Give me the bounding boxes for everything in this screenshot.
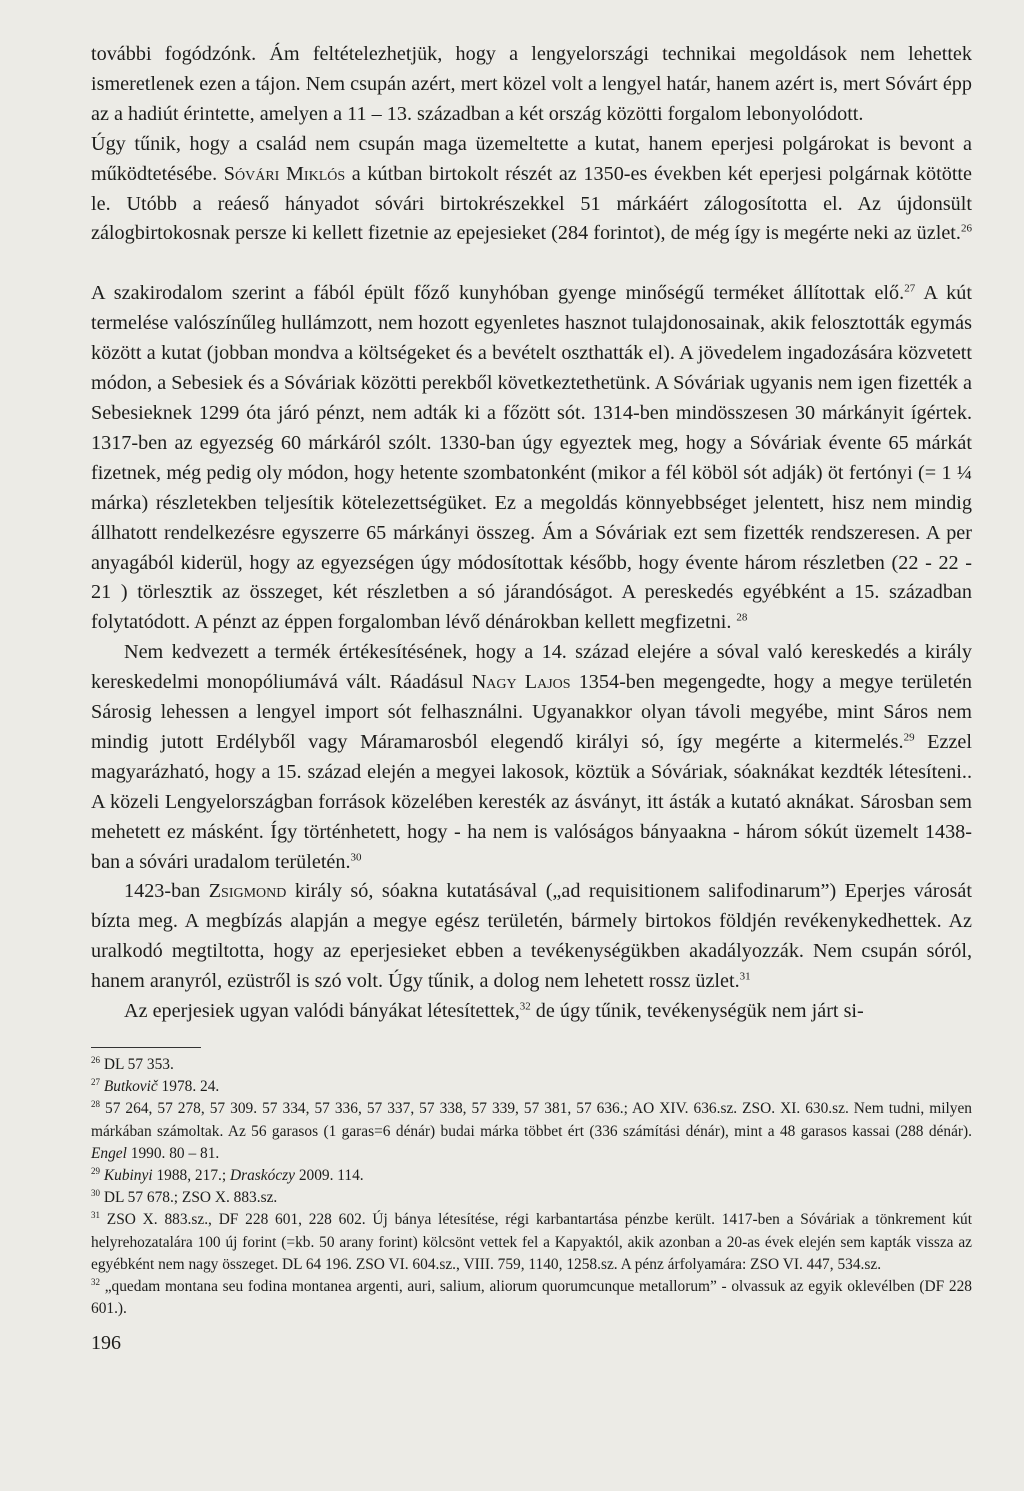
footnote-fn28 — [91, 1098, 972, 1165]
footnote-separator — [91, 1047, 201, 1048]
paragraph-p1 — [91, 40, 972, 130]
paragraph-p6 — [91, 997, 972, 1027]
footnote-ref: 27 — [91, 1077, 100, 1088]
text-run: 1354-ben megengedte, hogy a megye területén Sárosig lehessen a lengyel import sót felhasználni. Ugyanakkor olyan távoli megyébe, mint Sáros nem mindig jutott Erdélyből vagy Máramarosból elegendő királyi só, így megérte a kitermelés. — [91, 671, 972, 753]
text-run: 1423-ban — [124, 880, 209, 903]
footnote-fn27 — [91, 1076, 972, 1098]
footnote-ref: 28 — [736, 611, 748, 624]
paragraph-p2 — [91, 130, 972, 250]
text-run: Nem kedvezett a termék értékesítésének, hogy a 14. század elejére a sóval való kereskedés a király kereskedelmi monopóliumává vált. Ráadásul — [91, 641, 972, 694]
footnote-ref: 30 — [350, 850, 362, 863]
footnote-ref: 29 — [903, 731, 915, 744]
small-caps-name: Nagy Lajos — [471, 671, 571, 694]
text-run: király só, sóakna kutatásával („ad requisitionem salifodinarum”) Eperjes városát bízta meg. A megbízás alapján a megye egész területén, bármely birtokos földjén revékenykedhettek. Az uralkodó megtiltotta, hogy az eperjesieket ebben a tevékenységükben akadályozzák. Nem csupán sóról, hanem aranyról, ezüstről is szó volt. Úgy tűnik, a dolog nem lehetett rossz üzlet. — [91, 880, 972, 993]
footnote-ref: 30 — [91, 1188, 100, 1199]
paragraph-p4 — [91, 638, 972, 877]
text-run: ZSO X. 883.sz., DF 228 601, 228 602. Új bánya létesítése, régi karbantartása pénzbe került. 1417-ben a Sóváriak a tönkrement kút helyrehozatalára 100 új forint (=kb. 50 arany forint) kölcsönt vettek fel a Kapyaktól, akik azonban a 20-as évek elején sem kapták vissza az egyébként nem nagy összeget. DL 64 196. ZSO VI. 604.sz., VIII. 759, 1140, 1258.sz. A pénz árfolyamára: ZSO VI. 447, 534.sz. — [91, 1211, 972, 1273]
text-run: „quedam montana seu fodina montanea argenti, auri, salium, aliorum quorumcunque metallorum” - olvassuk az egyik oklevélben (DF 228 601.). — [91, 1278, 972, 1318]
footnote-fn26 — [91, 1054, 972, 1076]
footnote-ref: 28 — [91, 1099, 100, 1110]
text-run: 57 264, 57 278, 57 309. 57 334, 57 336, 57 337, 57 338, 57 339, 57 381, 57 636.; AO XIV. 636.sz. ZSO. XI. 630.sz. Nem tudni, milyen márkában számoltak. Az 56 garasos (1 garas=6 dénár) budai márka többet ért (336 számítási dénár), mint a 48 garasos kassai (288 dénár). — [91, 1100, 972, 1140]
footnote-fn29 — [91, 1165, 972, 1187]
footnote-ref: 32 — [91, 1276, 100, 1287]
italic-author: Kubinyi — [103, 1167, 153, 1185]
text-run: DL 57 678.; ZSO X. 883.sz. — [100, 1189, 278, 1207]
paragraph-p3 — [91, 279, 972, 638]
body-text — [91, 40, 972, 1027]
text-run: 1990. 80 – 81. — [126, 1144, 220, 1162]
text-run: A szakirodalom szerint a fából épült főző kunyhóban gyenge minőségű terméket állítottak elő. — [91, 282, 905, 305]
footnote-ref: 31 — [91, 1210, 100, 1221]
italic-author: Engel — [91, 1144, 127, 1162]
text-run: Az eperjesiek ugyan valódi bányákat létesítettek, — [124, 1000, 520, 1023]
footnote-ref: 29 — [91, 1165, 100, 1176]
text-run: 2009. 114. — [294, 1167, 364, 1185]
page-number: 196 — [91, 1332, 121, 1355]
paragraph-p5 — [91, 877, 972, 997]
footnote-fn31 — [91, 1209, 972, 1276]
italic-author: Draskóczy — [230, 1167, 295, 1185]
footnote-fn32 — [91, 1276, 972, 1320]
text-run: DL 57 353. — [100, 1056, 174, 1073]
small-caps-name: Zsigmond — [208, 880, 287, 903]
footnotes — [91, 1054, 972, 1320]
text-run: Ezzel magyarázható, hogy a 15. század elején a megyei lakosok, köztük a Sóváriak, sóaknákat kezdték létesíteni.. A közeli Lengyelországban források közelében keresték az ásványt, itt ásták a kutató aknákat. Sárosban sem mehetett ez másként. Így történhetett, hogy - ha nem is valóságos bányaakna - három sókút üzemelt 1438-ban a sóvári uradalom területén. — [91, 730, 972, 873]
italic-author: Butkovič — [103, 1078, 158, 1096]
footnote-ref: 27 — [904, 282, 916, 295]
footnote-ref: 26 — [91, 1054, 100, 1065]
footnote-fn30 — [91, 1187, 972, 1209]
text-run: a kútban birtokolt részét az 1350-es években két eperjesi polgárnak kötötte le. Utóbb a reáeső hányadot sóvári birtokrészekkel 51 márkáért zálogosította el. Az újdonsült zálogbirtokosnak persze ki kellett fizetnie az epejesieket (284 forintot), de még így is megérte neki az üzlet. — [91, 162, 972, 245]
text-run: Úgy tűnik, hogy a család nem csupán maga üzemeltette a kutat, hanem eperjesi polgárokat is bevont a működtetésébe. — [91, 132, 972, 185]
text-run: A kút termelése valószínűleg hullámzott, nem hozott egyenletes hasznot tulajdonosainak, akik felosztották egymás között a kutat (jobban mondva a költségeket és a bevételt oszthatták el). A jövedelem ingadozására közvetett módon, a Sebesiek és a Sóváriak közötti perekből következtethetünk. A Sóváriak ugyanis nem igen fizették a Sebesieknek 1299 óta járó pénzt, nem adták ki a főzött sót. 1314-ben mindösszesen 30 márkányit ígértek. 1317-ben az egyezség 60 márkáról szólt. 1330-ban úgy egyeztek meg, hogy a Sóváriak évente 65 márkát fizetnek, még pedig oly módon, hogy hetente szombatonként (mikor a fél köböl sót adják) öt fertónyi (= 1 ¼ márka) részletekben teljesítik kötelezettségüket. Ez a megoldás könnyebbséget jelentett, hisz nem mindig állhatott rendelkezésre egyszerre 65 márkányi összeg. Ám a Sóváriak ezt sem fizették rendszeresen. A per anyagából kiderül, hogy az egyezségen úgy módosítottak később, hogy évente három részletben (22 - 22 - 21 ) törlesztik az összeget, két részletben a só járandóságot. A pereskedés egyébként a 15. században folytatódott. A pénzt az éppen forgalomban lévő dénárokban kellett megfizetni. — [91, 282, 972, 634]
footnote-ref: 26 — [960, 222, 972, 235]
text-run: 1978. 24. — [157, 1078, 220, 1096]
text-run: de úgy tűnik, tevékenységük nem járt si- — [530, 1000, 864, 1023]
footnote-ref: 32 — [519, 1000, 531, 1013]
footnote-ref: 31 — [739, 970, 751, 983]
small-caps-name: Sóvári Miklós — [223, 162, 346, 185]
text-run: további fogódzónk. Ám feltételezhetjük, hogy a lengyelországi technikai megoldások nem lehettek ismeretlenek ezen a tájon. Nem csupán azért, mert közel volt a lengyel határ, hanem azért is, mert Sóvárt épp az a hadiút érintette, amelyen a 11 – 13. században a két ország közötti forgalom lebonyolódott. — [91, 43, 972, 125]
text-run: 1988, 217.; — [152, 1167, 230, 1185]
